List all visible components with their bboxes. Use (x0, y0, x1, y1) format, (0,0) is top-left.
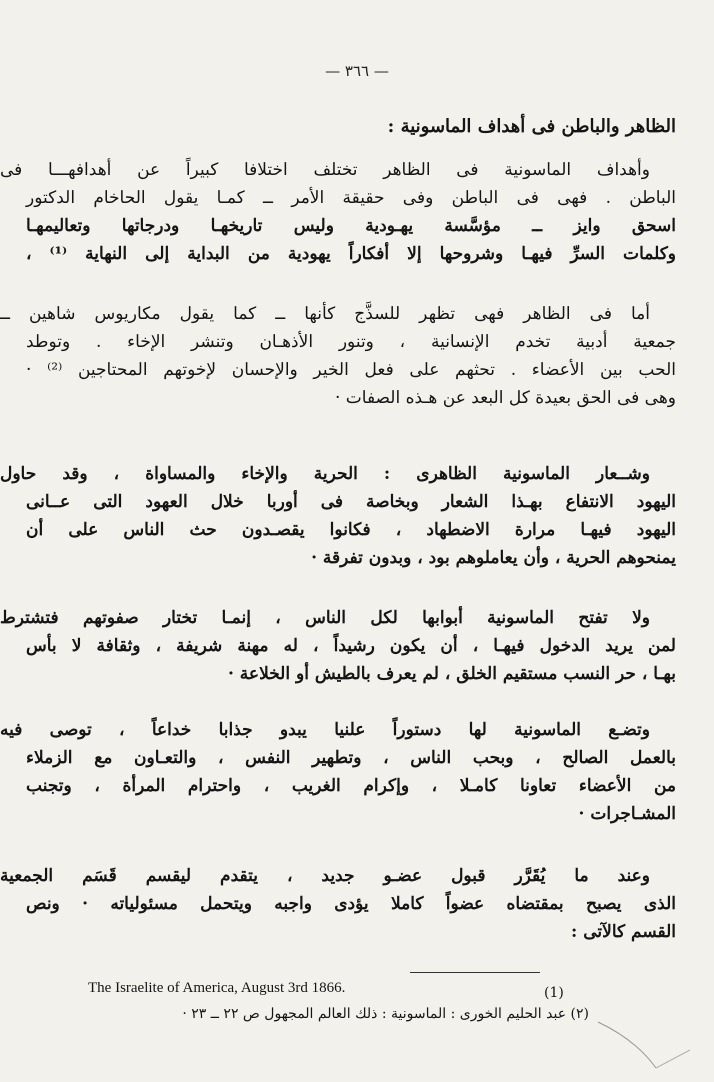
text-line: وتضـع الماسونية لها دستوراً علنيا يبدو جذابا خداعاً ، توصى فيه (0, 720, 650, 740)
text-line: يمنحوهم الحرية ، وأن يعاملوهم بود ، وبدون تفرقة · (311, 548, 676, 568)
paragraph-4 (0, 604, 676, 688)
paragraph-6 (0, 862, 676, 946)
paragraph-3 (0, 460, 676, 572)
text-line: الباطن . فهى فى الباطن وفى حقيقة الأمر ــ كمـا يقول الحاخام الدكتور (26, 188, 676, 208)
text-line: وشــعار الماسونية الظاهرى : الحرية والإخاء والمساواة ، وقد حاول (0, 464, 650, 484)
text-line: اسحق وايز ــ مؤسَّسة يهـودية وليس تاريخهـا ودرجاتها وتعاليمهـا (26, 216, 676, 236)
text-line: وهى فى الحق بعيدة كل البعد عن هـذه الصفات · (334, 388, 676, 408)
text-line: اليهود الانتفاع بهـذا الشعار وبخاصة فى أوربا خلال العهود التى عــانى (26, 492, 676, 512)
text-line: جمعية أدبية تخدم الإنسانية ، وتنور الأذهـان وتنشر الإخاء . وتوطد (26, 332, 676, 352)
footnote-divider (410, 972, 540, 973)
section-heading: الظاهر والباطن فى أهداف الماسونية : (387, 116, 676, 137)
text-line: القسم كالآتى : (571, 922, 676, 942)
text-line: ولا تفتح الماسونية أبوابها لكل الناس ، إنمـا تختار صفوتهم فتشترط (0, 608, 650, 628)
text-line: وعند ما يُقَرَّر قبول عضـو جديد ، يتقدم ليقسم قَسَم الجمعية (0, 866, 650, 886)
text-line: الذى يصبح بمقتضاه عضواً كاملا يؤدى واجبه ويتحمل مسئولياته · ونص (26, 894, 676, 914)
paragraph-2 (0, 300, 676, 412)
text-line: المشـاجرات · (578, 804, 676, 824)
paragraph-1 (0, 156, 676, 268)
text-line: بهـا ، حر النسب مستقيم الخلق ، لم يعرف بالطيش أو الخلاعة · (227, 664, 676, 684)
text-line: وكلمات السرِّ فيهـا وشروحها إلا أفكاراً يهودية من البداية إلى النهاية ⁽¹⁾ ، (26, 244, 677, 264)
text-line: الحب بين الأعضاء . تحثهم على فعل الخير والإحسان لإخوتهم المحتاجين ⁽²⁾ · (26, 360, 676, 380)
page-number: — ٣٦٦ — (325, 62, 389, 80)
text-line: وأهداف الماسونية فى الظاهر تختلف اختلافا كبيراً عن أهدافهـــا فى (0, 160, 650, 180)
footnote-2-text: (٢) عبد الحليم الخورى : الماسونية : ذلك العالم المجهول ص ٢٢ ــ ٢٣ · (182, 1006, 589, 1022)
text-line: أما فى الظاهر فهى تظهر للسذَّج كأنها ــ كما يقول مكاريوس شاهين ــ (0, 304, 650, 324)
text-line: لمن يريد الدخول فيهـا ، أن يكون رشيداً ، له مهنة شريفة ، وثقافة لا بأس (26, 636, 676, 656)
scan-fold-mark (596, 1020, 692, 1072)
text-line: بالعمل الصالح ، وبحب الناس ، وتطهير النفس ، والتعـاون مع الزملاء (26, 748, 676, 768)
text-line: اليهود فيهـا مرارة الاضطهاد ، فكانوا يقصـدون حث الناس على أن (26, 520, 676, 540)
footnote-1-text: The Israelite of America, August 3rd 1866. (88, 980, 346, 996)
footnote-1-marker: (1) (544, 985, 564, 1001)
text-line: من الأعضاء تعاونا كامـلا ، وإكرام الغريب ، واحترام المرأة ، وتجنب (26, 776, 676, 796)
paragraph-5 (0, 716, 676, 828)
